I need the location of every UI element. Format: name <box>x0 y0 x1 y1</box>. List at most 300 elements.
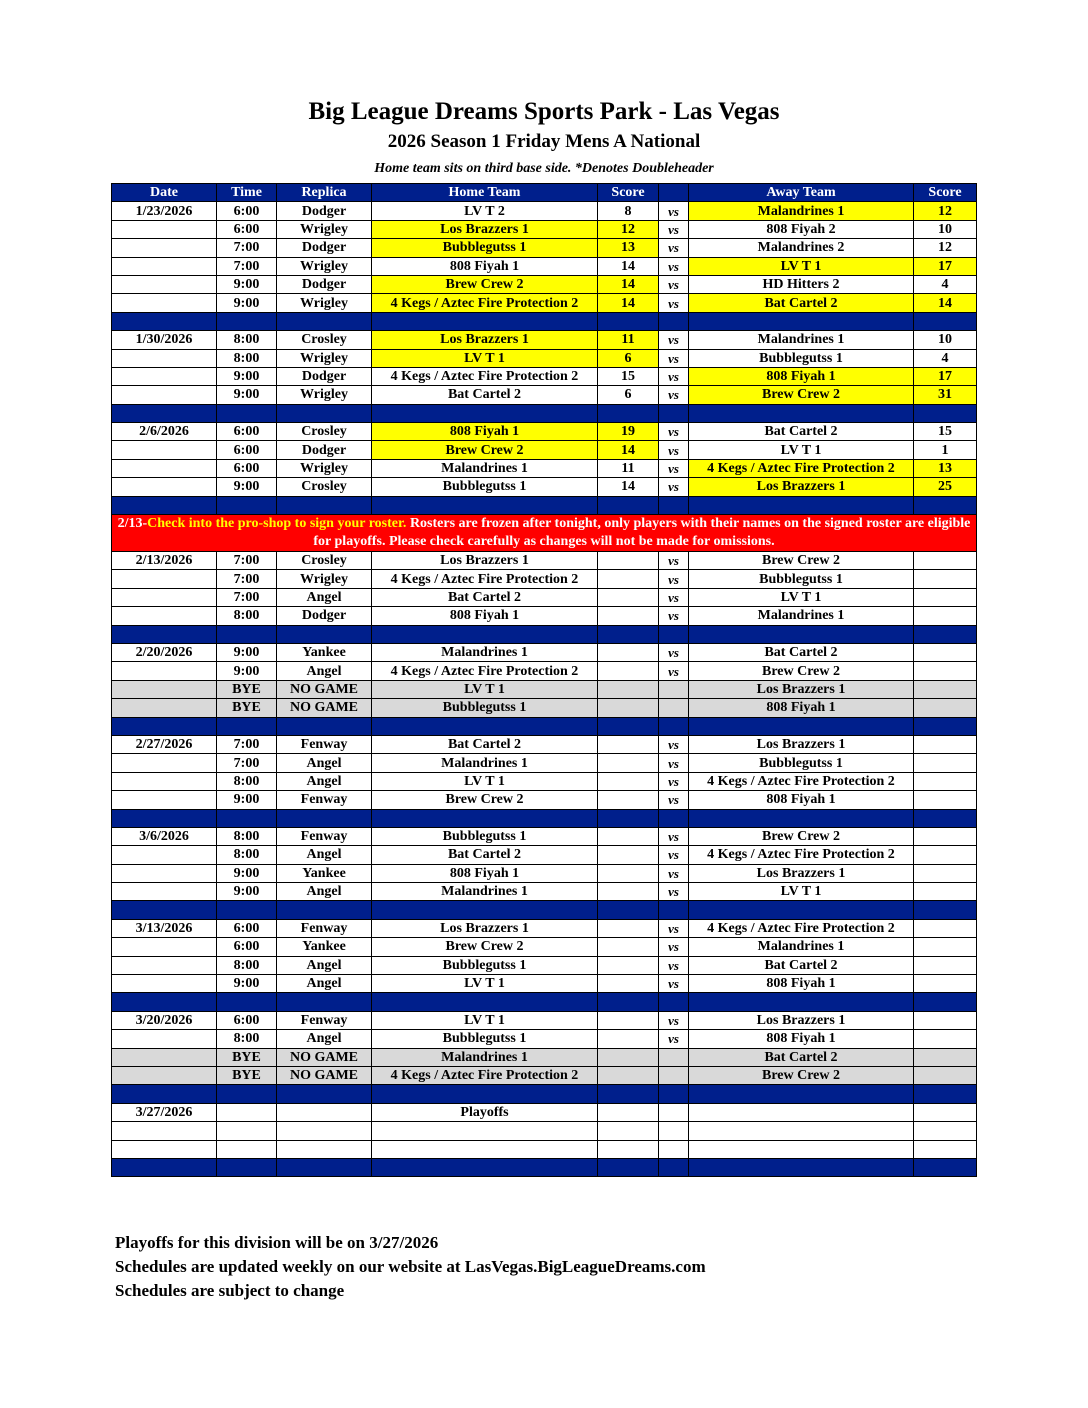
home-team-cell: Los Brazzers 1 <box>372 331 598 349</box>
game-row <box>112 827 977 845</box>
home-team-cell: 4 Kegs / Aztec Fire Protection 2 <box>372 570 598 588</box>
date-cell <box>112 588 217 606</box>
game-row <box>112 662 977 680</box>
separator-cell <box>112 1158 217 1176</box>
home-team-cell <box>372 1122 598 1140</box>
separator-cell <box>217 901 277 919</box>
home-score-cell <box>598 938 659 956</box>
date-cell: 1/30/2026 <box>112 331 217 349</box>
time-cell <box>217 1103 277 1121</box>
vs-cell: vs <box>659 827 689 845</box>
replica-cell: Fenway <box>277 791 372 809</box>
away-score-cell <box>914 1103 977 1121</box>
game-row <box>112 607 977 625</box>
home-team-cell: Malandrines 1 <box>372 459 598 477</box>
home-score-cell <box>598 680 659 698</box>
home-score-cell: 8 <box>598 202 659 220</box>
away-team-cell: 808 Fiyah 2 <box>689 220 914 238</box>
vs-cell: vs <box>659 570 689 588</box>
home-score-cell <box>598 846 659 864</box>
home-team-cell: Bubblegutss 1 <box>372 827 598 845</box>
date-cell <box>112 478 217 496</box>
away-team-cell: 4 Kegs / Aztec Fire Protection 2 <box>689 772 914 790</box>
vs-cell: vs <box>659 441 689 459</box>
separator-cell <box>217 496 277 514</box>
time-cell: 8:00 <box>217 331 277 349</box>
vs-cell: vs <box>659 754 689 772</box>
away-score-cell <box>914 588 977 606</box>
time-cell: 6:00 <box>217 220 277 238</box>
separator-cell <box>277 901 372 919</box>
page-title: Big League Dreams Sports Park - Las Vegas <box>308 98 780 125</box>
col-vs <box>659 184 689 202</box>
game-row <box>112 441 977 459</box>
date-cell <box>112 864 217 882</box>
separator-cell <box>914 993 977 1011</box>
replica-cell: Wrigley <box>277 257 372 275</box>
time-cell: 8:00 <box>217 956 277 974</box>
game-row <box>112 791 977 809</box>
separator-cell <box>598 717 659 735</box>
home-team-cell: LV T 1 <box>372 680 598 698</box>
away-score-cell <box>914 552 977 570</box>
away-score-cell: 15 <box>914 423 977 441</box>
separator-cell <box>914 901 977 919</box>
game-row <box>112 1122 977 1140</box>
vs-cell: vs <box>659 367 689 385</box>
vs-cell: vs <box>659 239 689 257</box>
replica-cell: Angel <box>277 662 372 680</box>
separator-cell <box>914 809 977 827</box>
time-cell: 7:00 <box>217 239 277 257</box>
home-team-cell: 4 Kegs / Aztec Fire Protection 2 <box>372 1066 598 1084</box>
separator-cell <box>217 625 277 643</box>
away-team-cell: Los Brazzers 1 <box>689 680 914 698</box>
separator-cell <box>914 1158 977 1176</box>
away-team-cell: Los Brazzers 1 <box>689 478 914 496</box>
away-team-cell: 808 Fiyah 1 <box>689 1030 914 1048</box>
time-cell: 7:00 <box>217 552 277 570</box>
home-score-cell: 11 <box>598 331 659 349</box>
separator-cell <box>217 1085 277 1103</box>
replica-cell: Angel <box>277 975 372 993</box>
time-cell: BYE <box>217 680 277 698</box>
away-team-cell: 808 Fiyah 1 <box>689 975 914 993</box>
game-row <box>112 938 977 956</box>
time-cell: 9:00 <box>217 386 277 404</box>
time-cell: BYE <box>217 1048 277 1066</box>
home-team-cell: 808 Fiyah 1 <box>372 423 598 441</box>
away-score-cell <box>914 1066 977 1084</box>
time-cell: 9:00 <box>217 478 277 496</box>
home-score-cell <box>598 883 659 901</box>
time-cell <box>217 1122 277 1140</box>
roster-notice-row <box>112 515 977 552</box>
replica-cell: Fenway <box>277 1011 372 1029</box>
home-score-cell <box>598 1066 659 1084</box>
replica-cell: Crosley <box>277 478 372 496</box>
home-score-cell: 6 <box>598 386 659 404</box>
time-cell: BYE <box>217 699 277 717</box>
replica-cell: Angel <box>277 883 372 901</box>
col-date: Date <box>112 184 217 202</box>
away-score-cell <box>914 846 977 864</box>
date-cell: 3/6/2026 <box>112 827 217 845</box>
date-cell <box>112 938 217 956</box>
separator-cell <box>598 993 659 1011</box>
away-team-cell: 4 Kegs / Aztec Fire Protection 2 <box>689 459 914 477</box>
home-team-cell: Los Brazzers 1 <box>372 919 598 937</box>
separator-cell <box>372 312 598 330</box>
separator-cell <box>659 809 689 827</box>
separator-cell <box>112 993 217 1011</box>
home-score-cell <box>598 956 659 974</box>
separator-cell <box>372 404 598 422</box>
roster-notice <box>112 515 977 552</box>
date-cell <box>112 791 217 809</box>
col-replica: Replica <box>277 184 372 202</box>
footer-playoffs: Playoffs for this division will be on 3/27/2026 <box>115 1233 439 1252</box>
game-row <box>112 1030 977 1048</box>
home-score-cell: 14 <box>598 441 659 459</box>
game-row <box>112 202 977 220</box>
separator-row <box>112 1158 977 1176</box>
separator-row <box>112 993 977 1011</box>
game-row <box>112 772 977 790</box>
game-row <box>112 478 977 496</box>
separator-row <box>112 717 977 735</box>
replica-cell: Fenway <box>277 919 372 937</box>
vs-cell: vs <box>659 772 689 790</box>
notice-highlight: Check into the pro-shop to sign your roster. <box>147 516 407 532</box>
separator-cell <box>598 901 659 919</box>
vs-cell: vs <box>659 257 689 275</box>
separator-cell <box>689 1158 914 1176</box>
away-team-cell: LV T 1 <box>689 883 914 901</box>
replica-cell: Wrigley <box>277 570 372 588</box>
replica-cell: Dodger <box>277 367 372 385</box>
time-cell: 9:00 <box>217 294 277 312</box>
separator-cell <box>217 312 277 330</box>
separator-cell <box>914 1085 977 1103</box>
home-team-cell: 808 Fiyah 1 <box>372 864 598 882</box>
away-score-cell <box>914 1122 977 1140</box>
home-team-cell: 4 Kegs / Aztec Fire Protection 2 <box>372 294 598 312</box>
date-cell: 2/13/2026 <box>112 552 217 570</box>
replica-cell: Angel <box>277 846 372 864</box>
away-team-cell: Bubblegutss 1 <box>689 349 914 367</box>
away-score-cell: 25 <box>914 478 977 496</box>
separator-cell <box>277 625 372 643</box>
replica-cell: Fenway <box>277 735 372 753</box>
away-score-cell <box>914 791 977 809</box>
home-team-cell: Malandrines 1 <box>372 1048 598 1066</box>
away-team-cell: 808 Fiyah 1 <box>689 367 914 385</box>
separator-cell <box>659 496 689 514</box>
vs-cell: vs <box>659 735 689 753</box>
vs-cell <box>659 1140 689 1158</box>
home-team-cell: Malandrines 1 <box>372 643 598 661</box>
home-score-cell: 19 <box>598 423 659 441</box>
replica-cell: NO GAME <box>277 1066 372 1084</box>
time-cell: 7:00 <box>217 588 277 606</box>
game-row <box>112 349 977 367</box>
home-score-cell: 14 <box>598 478 659 496</box>
home-score-cell <box>598 1140 659 1158</box>
away-score-cell <box>914 883 977 901</box>
game-row <box>112 239 977 257</box>
game-row <box>112 1140 977 1158</box>
separator-cell <box>112 312 217 330</box>
away-score-cell <box>914 754 977 772</box>
separator-cell <box>914 625 977 643</box>
vs-cell <box>659 1103 689 1121</box>
separator-cell <box>914 496 977 514</box>
home-team-cell: Brew Crew 2 <box>372 275 598 293</box>
away-team-cell: Bat Cartel 2 <box>689 423 914 441</box>
home-score-cell <box>598 1048 659 1066</box>
separator-cell <box>372 1158 598 1176</box>
vs-cell: vs <box>659 331 689 349</box>
date-cell: 2/27/2026 <box>112 735 217 753</box>
home-team-cell: Bat Cartel 2 <box>372 386 598 404</box>
home-team-cell: Bubblegutss 1 <box>372 239 598 257</box>
away-score-cell <box>914 680 977 698</box>
away-team-cell: Brew Crew 2 <box>689 386 914 404</box>
separator-cell <box>277 312 372 330</box>
separator-cell <box>598 1158 659 1176</box>
replica-cell: Yankee <box>277 864 372 882</box>
separator-cell <box>659 1158 689 1176</box>
separator-cell <box>659 717 689 735</box>
time-cell: 7:00 <box>217 570 277 588</box>
game-row <box>112 735 977 753</box>
home-team-cell: LV T 1 <box>372 349 598 367</box>
separator-cell <box>372 717 598 735</box>
home-team-cell: Bubblegutss 1 <box>372 956 598 974</box>
home-score-cell <box>598 570 659 588</box>
vs-cell: vs <box>659 459 689 477</box>
away-score-cell: 4 <box>914 349 977 367</box>
vs-cell: vs <box>659 791 689 809</box>
time-cell: 9:00 <box>217 643 277 661</box>
separator-cell <box>598 404 659 422</box>
home-score-cell <box>598 699 659 717</box>
col-time: Time <box>217 184 277 202</box>
date-cell <box>112 1030 217 1048</box>
away-team-cell: Malandrines 1 <box>689 938 914 956</box>
separator-cell <box>277 993 372 1011</box>
game-row <box>112 220 977 238</box>
away-team-cell: LV T 1 <box>689 257 914 275</box>
away-score-cell: 10 <box>914 220 977 238</box>
separator-cell <box>689 809 914 827</box>
separator-cell <box>277 717 372 735</box>
page-subtitle: 2026 Season 1 Friday Mens A National <box>387 131 701 152</box>
separator-cell <box>372 901 598 919</box>
time-cell: 6:00 <box>217 423 277 441</box>
separator-cell <box>277 1085 372 1103</box>
away-score-cell: 31 <box>914 386 977 404</box>
date-cell <box>112 570 217 588</box>
home-score-cell: 11 <box>598 459 659 477</box>
separator-cell <box>112 901 217 919</box>
date-cell <box>112 239 217 257</box>
game-row <box>112 1103 977 1121</box>
game-row <box>112 552 977 570</box>
away-score-cell <box>914 827 977 845</box>
game-row <box>112 754 977 772</box>
separator-cell <box>689 312 914 330</box>
vs-cell <box>659 1122 689 1140</box>
schedule-body <box>112 202 977 1177</box>
time-cell <box>217 1140 277 1158</box>
away-score-cell: 17 <box>914 257 977 275</box>
home-team-cell: Bubblegutss 1 <box>372 1030 598 1048</box>
separator-cell <box>659 993 689 1011</box>
time-cell: 8:00 <box>217 349 277 367</box>
home-score-cell: 14 <box>598 257 659 275</box>
separator-cell <box>689 625 914 643</box>
bye-row <box>112 1066 977 1084</box>
away-team-cell: 4 Kegs / Aztec Fire Protection 2 <box>689 919 914 937</box>
home-score-cell: 14 <box>598 275 659 293</box>
separator-cell <box>112 809 217 827</box>
replica-cell: Angel <box>277 588 372 606</box>
time-cell: BYE <box>217 1066 277 1084</box>
separator-cell <box>112 1085 217 1103</box>
separator-cell <box>372 809 598 827</box>
footer <box>115 1231 706 1303</box>
game-row <box>112 975 977 993</box>
home-score-cell <box>598 827 659 845</box>
away-team-cell: HD Hitters 2 <box>689 275 914 293</box>
away-score-cell <box>914 938 977 956</box>
bye-row <box>112 699 977 717</box>
away-score-cell <box>914 956 977 974</box>
replica-cell: Wrigley <box>277 220 372 238</box>
separator-cell <box>217 809 277 827</box>
home-team-cell: Brew Crew 2 <box>372 791 598 809</box>
separator-cell <box>372 625 598 643</box>
vs-cell: vs <box>659 349 689 367</box>
separator-row <box>112 496 977 514</box>
date-cell <box>112 1048 217 1066</box>
away-team-cell: 4 Kegs / Aztec Fire Protection 2 <box>689 846 914 864</box>
replica-cell <box>277 1103 372 1121</box>
separator-cell <box>372 496 598 514</box>
home-team-cell: Brew Crew 2 <box>372 938 598 956</box>
vs-cell: vs <box>659 220 689 238</box>
away-team-cell: Bubblegutss 1 <box>689 754 914 772</box>
game-row <box>112 643 977 661</box>
home-score-cell: 6 <box>598 349 659 367</box>
home-team-cell: LV T 1 <box>372 772 598 790</box>
home-score-cell <box>598 1122 659 1140</box>
home-team-cell: Bubblegutss 1 <box>372 478 598 496</box>
vs-cell: vs <box>659 202 689 220</box>
home-team-cell: Los Brazzers 1 <box>372 220 598 238</box>
away-team-cell: Los Brazzers 1 <box>689 1011 914 1029</box>
schedule-table <box>111 183 977 1177</box>
game-row <box>112 459 977 477</box>
away-score-cell <box>914 662 977 680</box>
home-score-cell <box>598 607 659 625</box>
vs-cell: vs <box>659 643 689 661</box>
time-cell: 9:00 <box>217 864 277 882</box>
separator-row <box>112 404 977 422</box>
separator-cell <box>914 404 977 422</box>
date-cell <box>112 772 217 790</box>
time-cell: 9:00 <box>217 367 277 385</box>
separator-cell <box>689 404 914 422</box>
away-score-cell <box>914 1030 977 1048</box>
time-cell: 8:00 <box>217 772 277 790</box>
game-row <box>112 257 977 275</box>
col-home-team: Home Team <box>372 184 598 202</box>
away-score-cell <box>914 570 977 588</box>
time-cell: 9:00 <box>217 791 277 809</box>
home-team-cell: 4 Kegs / Aztec Fire Protection 2 <box>372 367 598 385</box>
away-score-cell: 14 <box>914 294 977 312</box>
header-row <box>112 184 977 202</box>
separator-cell <box>659 625 689 643</box>
separator-cell <box>659 1085 689 1103</box>
home-score-cell <box>598 1011 659 1029</box>
away-score-cell <box>914 643 977 661</box>
vs-cell: vs <box>659 386 689 404</box>
replica-cell: Dodger <box>277 275 372 293</box>
time-cell: 6:00 <box>217 459 277 477</box>
separator-cell <box>112 717 217 735</box>
home-score-cell <box>598 735 659 753</box>
home-score-cell: 15 <box>598 367 659 385</box>
replica-cell: Dodger <box>277 202 372 220</box>
separator-cell <box>689 993 914 1011</box>
date-cell <box>112 1122 217 1140</box>
away-score-cell <box>914 975 977 993</box>
col-away-score: Score <box>914 184 977 202</box>
date-cell <box>112 275 217 293</box>
vs-cell: vs <box>659 275 689 293</box>
game-row <box>112 386 977 404</box>
separator-cell <box>659 901 689 919</box>
date-cell <box>112 846 217 864</box>
separator-cell <box>217 993 277 1011</box>
col-home-score: Score <box>598 184 659 202</box>
date-cell <box>112 294 217 312</box>
separator-cell <box>277 809 372 827</box>
home-score-cell: 13 <box>598 239 659 257</box>
game-row <box>112 864 977 882</box>
time-cell: 8:00 <box>217 1030 277 1048</box>
away-team-cell <box>689 1103 914 1121</box>
replica-cell: Angel <box>277 772 372 790</box>
time-cell: 8:00 <box>217 827 277 845</box>
vs-cell: vs <box>659 864 689 882</box>
home-score-cell <box>598 588 659 606</box>
home-score-cell <box>598 552 659 570</box>
home-score-cell <box>598 754 659 772</box>
home-score-cell <box>598 791 659 809</box>
date-cell <box>112 680 217 698</box>
away-team-cell <box>689 1122 914 1140</box>
date-cell <box>112 1140 217 1158</box>
game-row <box>112 919 977 937</box>
replica-cell: Angel <box>277 1030 372 1048</box>
separator-cell <box>598 312 659 330</box>
away-score-cell: 17 <box>914 367 977 385</box>
